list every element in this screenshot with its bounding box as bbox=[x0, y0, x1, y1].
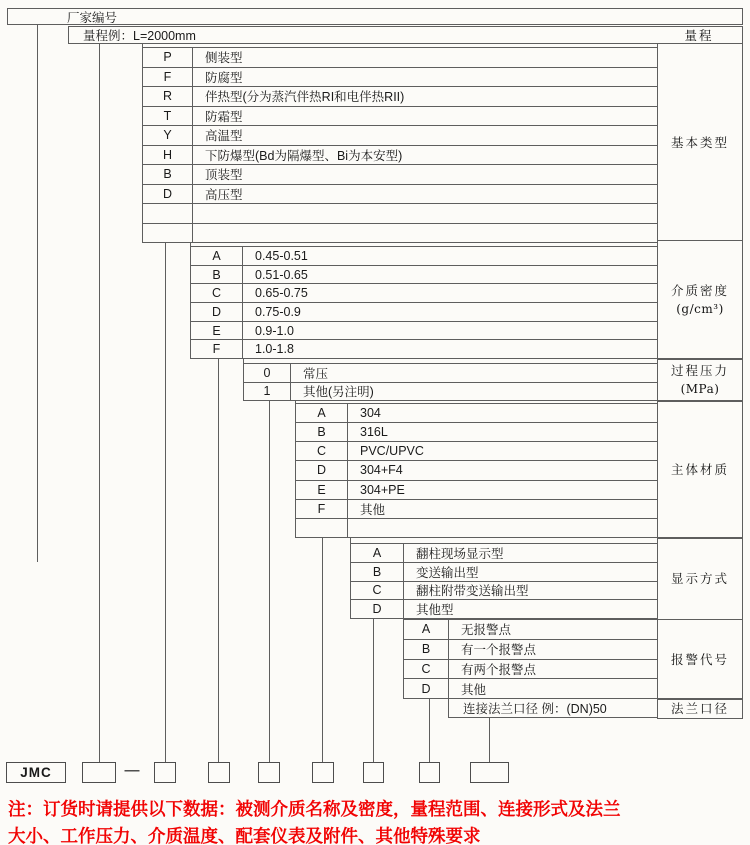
option-desc: 下防爆型(Bd为隔爆型、Bi为本安型) bbox=[205, 148, 403, 163]
section-display-mode bbox=[350, 543, 658, 619]
model-code-box-display bbox=[363, 762, 384, 783]
option-desc: 有一个报警点 bbox=[461, 643, 537, 658]
section-alarm-code bbox=[403, 619, 658, 699]
category-label-flange-diameter: 法兰口径 bbox=[657, 698, 743, 719]
option-row bbox=[296, 441, 657, 460]
option-row bbox=[143, 164, 657, 184]
option-row bbox=[191, 321, 657, 340]
section-medium-density bbox=[190, 246, 658, 359]
option-desc: 其他(另注明) bbox=[303, 385, 374, 400]
section-body-material bbox=[295, 403, 658, 538]
option-row-empty bbox=[143, 223, 657, 243]
option-code: F bbox=[191, 340, 243, 358]
connector-line-range bbox=[99, 43, 100, 762]
model-code-box-range bbox=[82, 762, 116, 783]
option-row bbox=[143, 125, 657, 145]
option-desc bbox=[193, 204, 657, 223]
option-row bbox=[404, 659, 657, 679]
option-code: D bbox=[143, 185, 193, 204]
option-code bbox=[143, 204, 193, 223]
model-prefix-box: JMC bbox=[6, 762, 66, 783]
option-code: B bbox=[143, 165, 193, 184]
model-code-box-flange bbox=[470, 762, 509, 783]
option-row bbox=[191, 247, 657, 265]
option-code: A bbox=[191, 247, 243, 265]
option-row bbox=[351, 581, 657, 600]
model-dash: — bbox=[124, 762, 140, 779]
option-desc bbox=[348, 519, 657, 537]
option-desc: 高温型 bbox=[205, 129, 243, 144]
option-desc: 304+F4 bbox=[360, 463, 403, 478]
option-row bbox=[351, 544, 657, 562]
option-row bbox=[143, 67, 657, 87]
option-desc: 侧装型 bbox=[205, 51, 243, 66]
model-code-box-material bbox=[312, 762, 334, 783]
option-row bbox=[404, 620, 657, 639]
option-code: Y bbox=[143, 126, 193, 145]
option-row bbox=[143, 184, 657, 204]
option-row bbox=[191, 283, 657, 302]
category-label-body-material: 主体材质 bbox=[657, 400, 743, 539]
option-desc: 防腐型 bbox=[205, 70, 243, 85]
order-note bbox=[8, 796, 748, 845]
option-desc: 翻柱现场显示型 bbox=[416, 546, 504, 561]
option-row bbox=[404, 678, 657, 698]
option-desc: 高压型 bbox=[205, 187, 243, 202]
option-code: F bbox=[296, 500, 348, 518]
option-code: R bbox=[143, 87, 193, 106]
option-code: D bbox=[191, 303, 243, 321]
factory-code-box bbox=[7, 8, 743, 25]
section-basic-type bbox=[142, 47, 658, 243]
option-row bbox=[296, 480, 657, 499]
option-code: C bbox=[351, 582, 404, 600]
option-code: B bbox=[351, 563, 404, 581]
option-code: B bbox=[404, 640, 449, 659]
option-desc: 其他型 bbox=[416, 603, 454, 618]
range-row bbox=[68, 26, 743, 44]
model-code-box-basic-type bbox=[154, 762, 176, 783]
option-code: P bbox=[143, 48, 193, 67]
connector-stub bbox=[295, 400, 296, 404]
option-desc bbox=[193, 224, 657, 243]
model-code-box-pressure bbox=[258, 762, 280, 783]
option-row bbox=[351, 562, 657, 581]
option-desc: 变送输出型 bbox=[416, 565, 479, 580]
option-row bbox=[296, 404, 657, 422]
option-desc: 0.75-0.9 bbox=[255, 304, 301, 319]
option-code: C bbox=[191, 284, 243, 302]
option-code: E bbox=[191, 322, 243, 340]
option-code bbox=[143, 224, 193, 243]
connector-stub bbox=[190, 242, 191, 247]
option-code: H bbox=[143, 146, 193, 165]
option-row bbox=[296, 460, 657, 479]
option-row bbox=[191, 265, 657, 284]
option-code: D bbox=[404, 679, 449, 698]
option-row bbox=[296, 499, 657, 518]
option-row bbox=[296, 422, 657, 441]
option-desc: 翻柱附带变送输出型 bbox=[416, 584, 529, 599]
model-code-box-alarm bbox=[419, 762, 440, 783]
option-code: C bbox=[404, 660, 449, 679]
option-desc: 伴热型(分为蒸汽伴热RI和电伴热RII) bbox=[205, 90, 405, 105]
category-label-process-pressure: 过程压力 (MPa) bbox=[657, 358, 743, 402]
option-row-empty bbox=[296, 518, 657, 537]
option-desc: 无报警点 bbox=[461, 623, 512, 638]
option-code: A bbox=[296, 404, 348, 422]
option-desc: 0.51-0.65 bbox=[255, 267, 308, 282]
option-code: 1 bbox=[244, 383, 291, 401]
category-label-basic-type: 基本类型 bbox=[657, 43, 743, 241]
option-code: B bbox=[191, 266, 243, 284]
option-desc: 其他 bbox=[360, 502, 386, 517]
flange-diameter-row: 连接法兰口径 例：(DN)50 bbox=[448, 698, 658, 718]
connector-line-basic-type bbox=[165, 242, 166, 762]
option-desc: 316L bbox=[360, 425, 388, 440]
category-label-medium-density: 介质密度 (g/cm³) bbox=[657, 240, 743, 360]
option-desc: 其他 bbox=[461, 682, 487, 697]
option-row bbox=[191, 339, 657, 358]
option-desc: 常压 bbox=[303, 366, 329, 381]
option-code bbox=[296, 519, 348, 537]
option-desc: 0.65-0.75 bbox=[255, 286, 308, 301]
option-desc: 顶装型 bbox=[205, 168, 243, 183]
option-desc: 304+PE bbox=[360, 482, 405, 497]
connector-stub bbox=[403, 617, 404, 620]
option-row bbox=[143, 106, 657, 126]
category-label-display-mode: 显示方式 bbox=[657, 537, 743, 620]
option-code: B bbox=[296, 423, 348, 441]
connector-stub bbox=[142, 43, 143, 48]
option-code: E bbox=[296, 481, 348, 499]
option-row bbox=[191, 302, 657, 321]
option-desc: 0.45-0.51 bbox=[255, 248, 308, 263]
connector-stub bbox=[243, 358, 244, 364]
option-desc: 0.9-1.0 bbox=[255, 323, 294, 338]
connector-line-pressure bbox=[269, 400, 270, 762]
option-code: F bbox=[143, 68, 193, 87]
option-row bbox=[351, 599, 657, 618]
model-code-box-density bbox=[208, 762, 230, 783]
option-code: A bbox=[351, 544, 404, 562]
option-desc: 1.0-1.8 bbox=[255, 342, 294, 357]
option-desc: 有两个报警点 bbox=[461, 662, 537, 677]
range-example-text: 量程例：L=2000mm bbox=[83, 29, 196, 43]
option-code: 0 bbox=[244, 364, 291, 382]
connector-line-display bbox=[373, 618, 374, 762]
option-code: D bbox=[296, 461, 348, 479]
category-label-range: 量程 bbox=[684, 27, 714, 43]
option-row bbox=[143, 48, 657, 67]
option-row bbox=[143, 145, 657, 165]
option-code: D bbox=[351, 600, 404, 618]
order-note-line2: 大小、工作压力、介质温度、配套仪表及附件、其他特殊要求 bbox=[8, 826, 481, 845]
option-row bbox=[404, 639, 657, 659]
order-note-line1: 注：订货时请提供以下数据：被测介质名称及密度，量程范围、连接形式及法兰 bbox=[8, 799, 621, 819]
option-row bbox=[143, 86, 657, 106]
option-row bbox=[244, 382, 657, 401]
connector-line-flange bbox=[489, 717, 490, 762]
connector-line-alarm bbox=[429, 698, 430, 762]
option-code: A bbox=[404, 620, 449, 639]
option-desc: 304 bbox=[360, 406, 381, 421]
section-process-pressure bbox=[243, 363, 658, 401]
connector-line-material bbox=[322, 537, 323, 762]
option-row-empty bbox=[143, 203, 657, 223]
connector-stub bbox=[350, 537, 351, 544]
connector-line-density bbox=[218, 358, 219, 762]
option-desc: 防霜型 bbox=[205, 109, 243, 124]
option-code: C bbox=[296, 442, 348, 460]
category-label-alarm-code: 报警代号 bbox=[657, 619, 743, 700]
option-desc: PVC/UPVC bbox=[360, 444, 424, 459]
option-code: T bbox=[143, 107, 193, 126]
connector-line-factory bbox=[37, 24, 38, 562]
factory-code-label: 厂家编号 bbox=[67, 10, 118, 25]
option-row bbox=[244, 364, 657, 382]
